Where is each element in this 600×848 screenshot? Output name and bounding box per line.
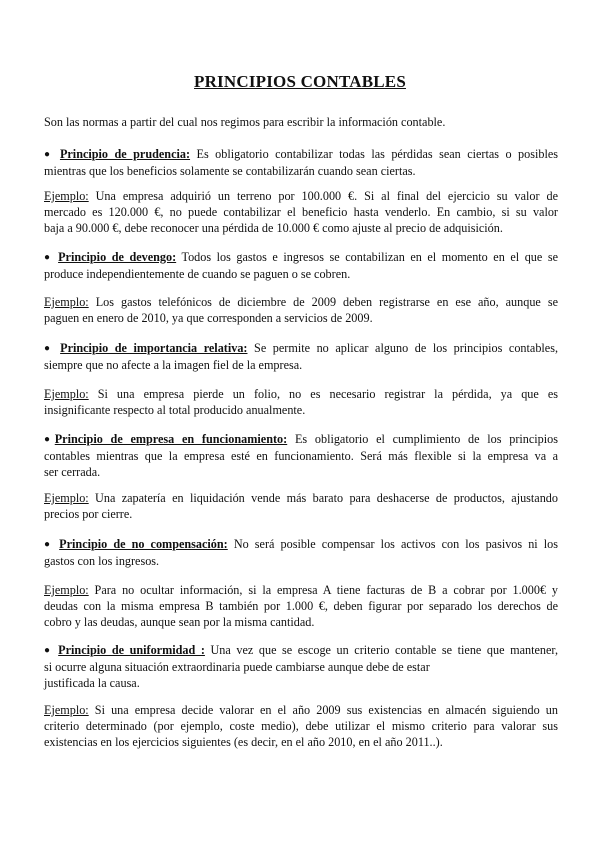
example-text: Si una empresa decide valorar en el año 2009 sus existencias en almacén siguiendo un — [88, 703, 558, 717]
principle-line-3: ser cerrada. — [44, 465, 101, 479]
example-label: Ejemplo: — [44, 703, 89, 717]
bullet-icon: ● — [44, 539, 54, 550]
example-line-3: baja a 90.000 €, debe reconocer una pérdida de 10.000 € como ajuste al precio de adquisición. — [44, 221, 503, 235]
principle-prudencia — [44, 146, 558, 179]
example-text: Una empresa adquirió un terreno por 100.000 €. Si al final del ejercicio su valor de — [88, 189, 558, 203]
principle-text: Una vez que se escoge un criterio contable se tiene que mantener, — [204, 643, 558, 657]
principle-devengo — [44, 249, 558, 282]
principle-uniformidad — [44, 642, 558, 691]
example-line-2: precios por cierre. — [44, 507, 133, 521]
example-line-2: paguen en enero de 2010, ya que corresponden a servicios de 2009. — [44, 311, 373, 325]
example-label: Ejemplo: — [44, 491, 89, 505]
example-line-1 — [44, 188, 558, 204]
principle-line-2: mientras que los beneficios solamente se contabilizarán cuando sean ciertas. — [44, 164, 416, 178]
example-text: Si una empresa pierde un folio, no es necesario registrar la pérdida, ya que es — [88, 387, 558, 401]
example-line-1 — [44, 490, 558, 506]
example-label: Ejemplo: — [44, 189, 89, 203]
example-line-1 — [44, 702, 558, 718]
example-line-1 — [44, 582, 558, 598]
principle-heading: Principio de prudencia: — [59, 147, 191, 161]
example-line-2: insignificante respecto al total producido anualmente. — [44, 403, 306, 417]
example-label: Ejemplo: — [44, 583, 89, 597]
principle-heading: Principio de uniformidad : — [58, 643, 205, 657]
example-text: Para no ocultar información, si la empresa A tiene facturas de B a cobrar por 1.000€ y — [88, 583, 558, 597]
example-uniformidad — [44, 702, 558, 750]
principle-heading: Principio de no compensación: — [59, 537, 228, 551]
principle-line-2: si ocurre alguna situación extraordinaria puede cambiarse aunque debe de estar — [44, 660, 430, 674]
bullet-icon: ● — [44, 645, 53, 656]
principle-line-1 — [44, 642, 558, 659]
principle-text: Todos los gastos e ingresos se contabilizan en el momento en el que se — [176, 250, 558, 264]
principle-empresa-funcionamiento — [44, 431, 558, 480]
example-line-1 — [44, 386, 558, 402]
principle-line-2: contables mientras que la empresa esté en funcionamiento. Será más flexible si la empresa va a — [44, 449, 558, 463]
page-title: PRINCIPIOS CONTABLES — [194, 72, 406, 91]
example-no-compensacion — [44, 582, 558, 630]
principle-line-1 — [44, 340, 558, 357]
principle-heading: Principio de importancia relativa: — [60, 341, 248, 355]
example-prudencia — [44, 188, 558, 236]
principle-text: Es obligatorio el cumplimiento de los principios — [287, 432, 558, 446]
example-line-2: deudas con la misma empresa B también por 1.000 €, deben figurar por separado los derechos de — [44, 599, 558, 613]
principle-line-1 — [44, 431, 558, 448]
principle-importancia-relativa — [44, 340, 558, 373]
principle-line-1 — [44, 536, 558, 553]
example-text: Los gastos telefónicos de diciembre de 2009 deben registrarse en ese año, aunque se — [88, 295, 558, 309]
principle-heading: Principio de devengo: — [58, 250, 177, 264]
principle-line-2: gastos con los ingresos. — [44, 554, 160, 568]
example-text: Una zapatería en liquidación vende más barato para deshacerse de productos, ajustando — [88, 491, 558, 505]
principle-text: Se permite no aplicar alguno de los principios contables, — [247, 341, 558, 355]
example-line-2: criterio determinado (por ejemplo, coste medio), debe utilizar el mismo criterio para valorar sus — [44, 719, 558, 733]
example-importancia-relativa — [44, 386, 558, 418]
principle-heading: Principio de empresa en funcionamiento: — [54, 432, 288, 446]
principle-line-2: siempre que no afecte a la imagen fiel de la empresa. — [44, 358, 303, 372]
example-label: Ejemplo: — [44, 295, 89, 309]
bullet-icon: ● — [44, 343, 54, 354]
example-line-1 — [44, 294, 558, 310]
example-empresa-funcionamiento — [44, 490, 558, 522]
example-line-3: cobro y las deudas, aunque sean por la misma cantidad. — [44, 615, 315, 629]
principle-line-1 — [44, 249, 558, 266]
principle-text: No será posible compensar los activos con los pasivos ni los — [227, 537, 559, 551]
bullet-icon: ● — [44, 252, 53, 263]
example-line-3: existencias en los ejercicios siguientes (es decir, en el año 2010, en el año 2011..). — [44, 735, 443, 749]
example-devengo — [44, 294, 558, 326]
example-label: Ejemplo: — [44, 387, 89, 401]
principle-line-3: justificada la causa. — [44, 676, 140, 690]
bullet-icon: ● — [44, 149, 54, 160]
principle-line-1 — [44, 146, 558, 163]
intro-paragraph — [44, 114, 558, 130]
principle-text: Es obligatorio contabilizar todas las pérdidas sean ciertas o posibles — [190, 147, 559, 161]
bullet-icon: ● — [44, 434, 55, 445]
example-line-2: mercado es 120.000 €, no puede contabilizar el beneficio hasta venderlo. En cambio, si su valor — [44, 205, 558, 219]
principle-line-2: produce independientemente de cuando se paguen o se cobren. — [44, 267, 351, 281]
principle-no-compensacion — [44, 536, 558, 569]
intro-text: Son las normas a partir del cual nos regimos para escribir la información contable. — [44, 115, 446, 129]
